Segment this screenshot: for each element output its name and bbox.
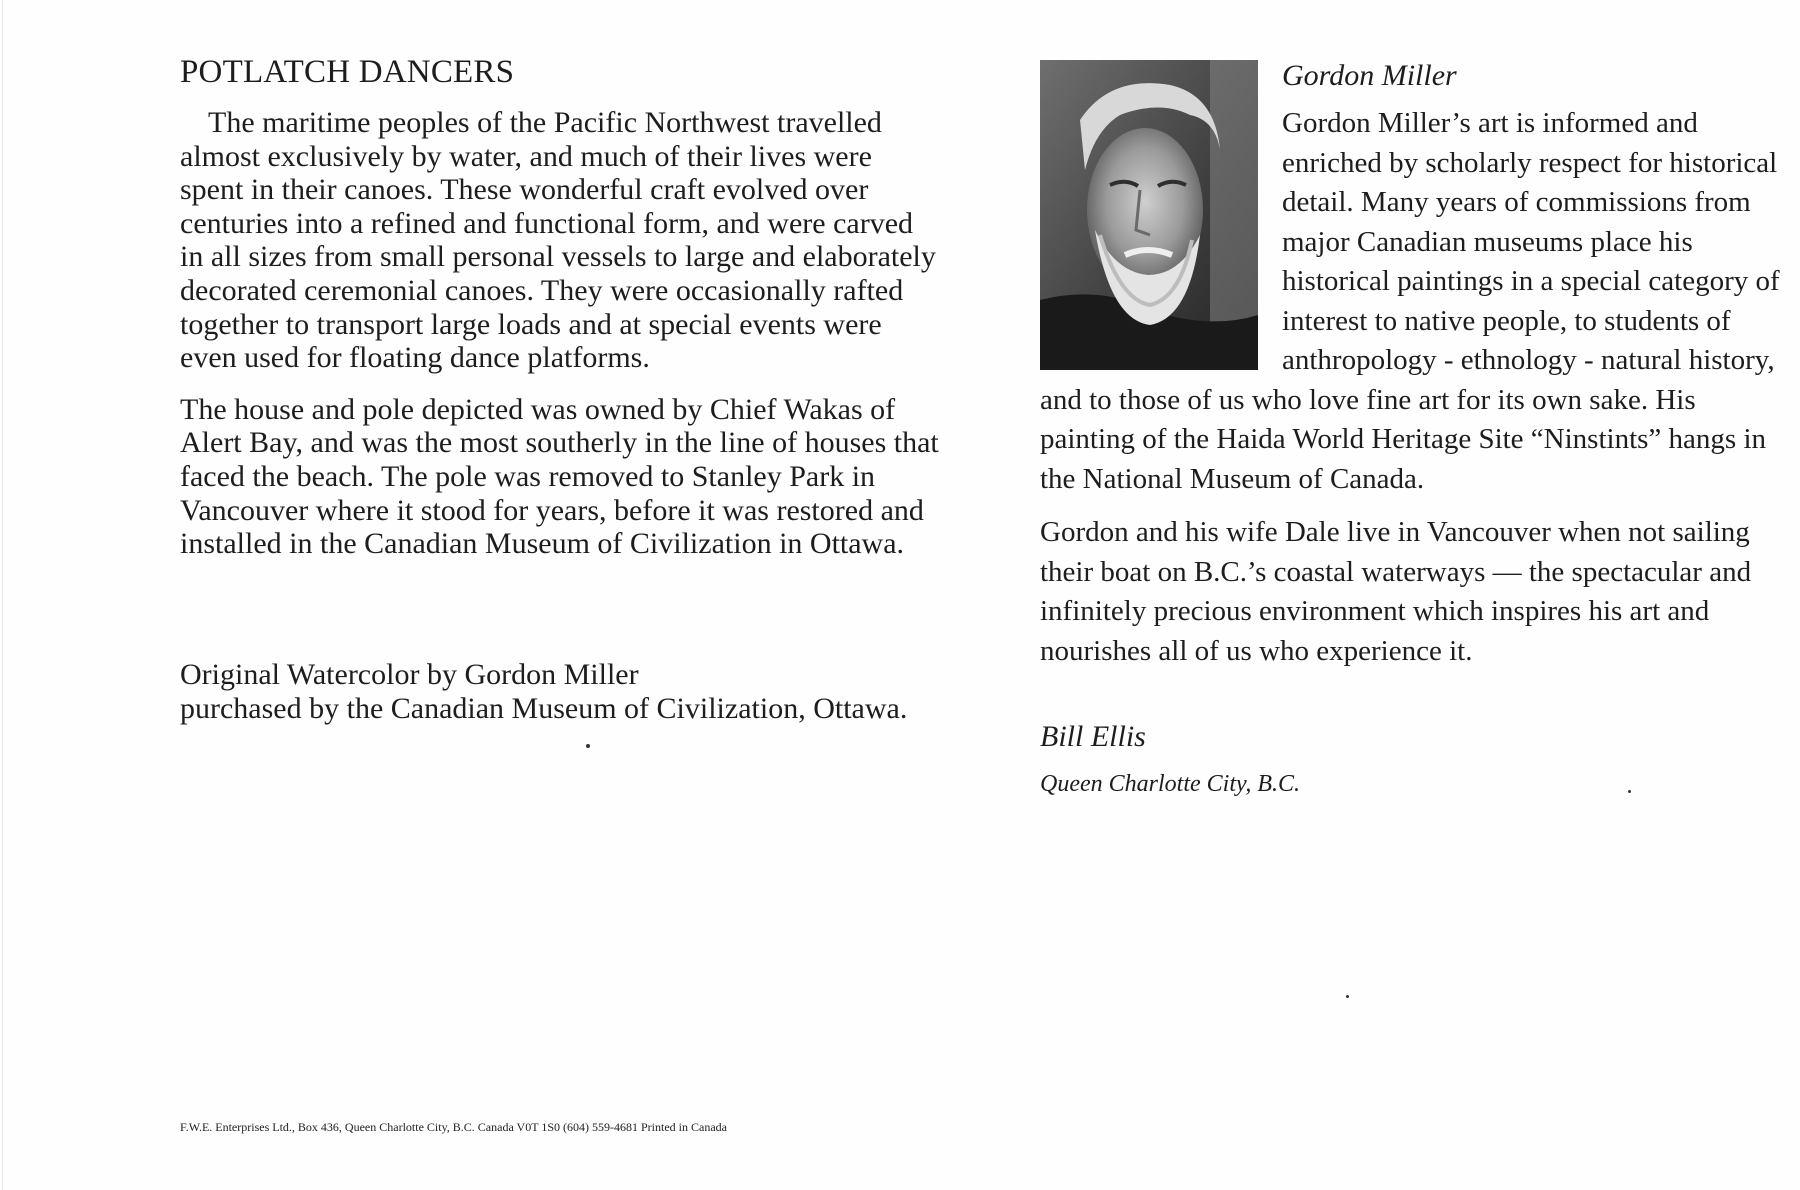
artist-life-paragraph: Gordon and his wife Dale live in Vancouver when not sailing their boat on B.C.’s coastal waterways — the spectacular and infinitely precious environment which inspires his art and nourishes all of us who experience it. bbox=[1040, 516, 1752, 667]
speck-mark bbox=[1628, 790, 1631, 793]
credit-line-1: Original Watercolor by Gordon Miller bbox=[180, 658, 639, 691]
speck-mark bbox=[586, 744, 590, 748]
paragraph-canoes: The maritime peoples of the Pacific Northwest travelled almost exclusively by water, and much of their lives were spent in their canoes. These wonderful craft evolved over centuries into a refined and functional form, and were carved in all sizes from small personal vessels to large and elaborately decorated ceremonial canoes. They were occasionally rafted together to transport large loads and at special events were even used for floating dance platforms. bbox=[180, 106, 936, 375]
page-title: POTLATCH DANCERS bbox=[180, 54, 515, 90]
paragraph-house-pole: The house and pole depicted was owned by Chief Wakas of Alert Bay, and was the most southerly in the line of houses that faced the beach. The pole was removed to Stanley Park in Vancouver where it stood for years, before it was restored and installed in the Canadian Museum of Civilization in Ottawa. bbox=[180, 392, 939, 561]
artist-portrait-photo bbox=[1040, 60, 1258, 370]
page-edge-line bbox=[2, 0, 3, 1190]
credit-line-2: purchased by the Canadian Museum of Civilization, Ottawa. bbox=[180, 692, 908, 725]
artist-bio-paragraph: Gordon Miller’s art is informed and enriched by scholarly respect for historical detail. Many years of commissions from major Canadian museums place his historical paintings in a special category of interest to native people, to students of anthropology - ethnology - natural history, and to those of us who love fine art for its own sake. His painting of the Haida World Heritage Site “Ninstints” hangs in the National Museum of Canada. bbox=[1040, 107, 1780, 495]
signature-location: Queen Charlotte City, B.C. bbox=[1040, 771, 1300, 797]
right-column bbox=[1040, 58, 1780, 799]
signature-name: Bill Ellis bbox=[1040, 720, 1146, 753]
left-column bbox=[180, 50, 940, 561]
artist-name: Gordon Miller bbox=[1282, 59, 1457, 92]
speck-mark bbox=[1346, 995, 1349, 998]
artwork-credit bbox=[180, 658, 940, 726]
portrait-image bbox=[1040, 60, 1258, 370]
publisher-footer: F.W.E. Enterprises Ltd., Box 436, Queen Charlotte City, B.C. Canada V0T 1S0 (604) 559-4681 Printed in Canada bbox=[180, 1120, 727, 1134]
